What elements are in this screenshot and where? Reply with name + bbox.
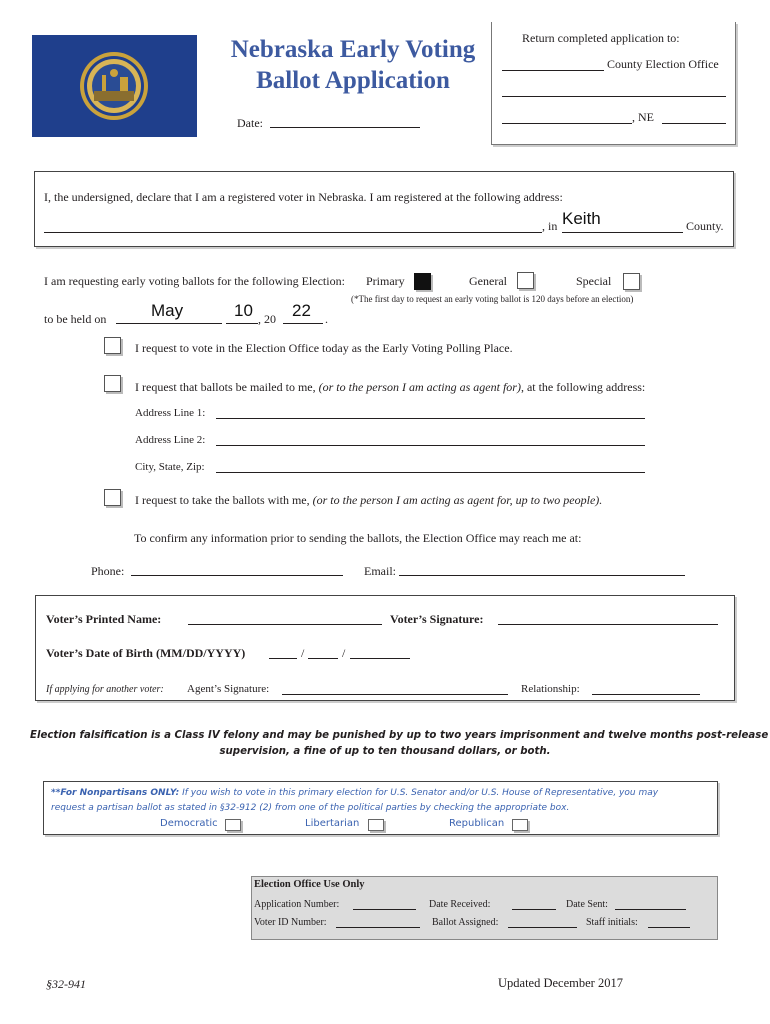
dob-label: Voter’s Date of Birth (MM/DD/YYYY) bbox=[46, 646, 246, 660]
take-ballots-checkbox[interactable] bbox=[104, 489, 121, 506]
mail-ballots-checkbox[interactable] bbox=[104, 375, 121, 392]
confirm-text: To confirm any information prior to sending the ballots, the Election Office may reach me at: bbox=[134, 531, 582, 545]
year-prefix: , 20 bbox=[258, 312, 276, 326]
nonpartisan-heading: **For Nonpartisans ONLY: bbox=[51, 788, 180, 798]
democratic-label: Democratic bbox=[160, 818, 218, 829]
title-line-2: Ballot Application bbox=[256, 67, 450, 94]
page-title bbox=[218, 34, 488, 96]
relationship-field[interactable] bbox=[592, 694, 700, 695]
date-received-label: Date Received: bbox=[429, 899, 491, 910]
primary-label: Primary bbox=[366, 274, 405, 288]
email-field[interactable] bbox=[399, 575, 685, 576]
voter-signature-field[interactable] bbox=[498, 624, 718, 625]
nonpartisan-line-2: request a partisan ballot as stated in §32-912 (2) from one of the political parties by checking the appropriate box. bbox=[51, 803, 570, 813]
office-address-field[interactable] bbox=[502, 96, 726, 97]
republican-checkbox[interactable] bbox=[512, 819, 528, 831]
email-label: Email: bbox=[364, 564, 396, 578]
first-day-note: (*The first day to request an early voting ballot is 120 days before an election) bbox=[351, 294, 634, 304]
libertarian-label: Libertarian bbox=[305, 818, 360, 829]
ballot-assigned-field[interactable] bbox=[508, 927, 577, 928]
libertarian-checkbox[interactable] bbox=[368, 819, 384, 831]
voter-signature-label: Voter’s Signature: bbox=[390, 612, 484, 626]
updated-date: Updated December 2017 bbox=[498, 976, 623, 990]
county-value[interactable]: Keith bbox=[562, 209, 601, 228]
vote-in-office-checkbox[interactable] bbox=[104, 337, 121, 354]
agent-signature-field[interactable] bbox=[282, 694, 508, 695]
return-label: Return completed application to: bbox=[522, 31, 680, 45]
dob-year-field[interactable] bbox=[350, 658, 410, 659]
office-zip-field[interactable] bbox=[662, 123, 726, 124]
staff-initials-field[interactable] bbox=[648, 927, 690, 928]
declaration-text: I, the undersigned, declare that I am a registered voter in Nebraska. I am registered at the following address: bbox=[44, 190, 563, 204]
day-field[interactable] bbox=[226, 323, 258, 324]
office-city-field[interactable] bbox=[502, 123, 632, 124]
address-line-2-field[interactable] bbox=[216, 445, 645, 446]
election-request-label: I am requesting early voting ballots for the following Election: bbox=[44, 274, 345, 288]
city-state-zip-label: City, State, Zip: bbox=[135, 461, 205, 473]
dob-slash-2: / bbox=[342, 646, 346, 660]
county-label: County. bbox=[686, 219, 724, 233]
nonpartisan-text-1 bbox=[51, 788, 658, 798]
agent-note: If applying for another voter: bbox=[46, 684, 164, 695]
in-label: , in bbox=[542, 219, 558, 233]
falsification-warning bbox=[30, 728, 769, 760]
special-checkbox[interactable] bbox=[623, 273, 640, 290]
month-field[interactable] bbox=[116, 323, 222, 324]
general-checkbox[interactable] bbox=[517, 272, 534, 289]
voter-address-field[interactable] bbox=[44, 232, 542, 233]
year-value[interactable]: 22 bbox=[292, 301, 311, 320]
ne-label: , NE bbox=[632, 110, 654, 124]
republican-label: Republican bbox=[449, 818, 505, 829]
voter-id-label: Voter ID Number: bbox=[254, 917, 327, 928]
held-on-label: to be held on bbox=[44, 312, 107, 326]
printed-name-label: Voter’s Printed Name: bbox=[46, 612, 162, 626]
democratic-checkbox[interactable] bbox=[225, 819, 241, 831]
dob-month-field[interactable] bbox=[269, 658, 297, 659]
primary-checkbox[interactable] bbox=[414, 273, 431, 290]
mail-prefix: I request that ballots be mailed to me, bbox=[135, 380, 316, 394]
month-value[interactable]: May bbox=[151, 301, 184, 320]
dob-day-field[interactable] bbox=[308, 658, 338, 659]
year-field[interactable] bbox=[283, 323, 323, 324]
general-label: General bbox=[469, 274, 507, 288]
address-line-2-label: Address Line 2: bbox=[135, 434, 206, 446]
held-on-period: . bbox=[325, 312, 328, 326]
take-ballots-text bbox=[135, 493, 602, 508]
statute-reference: §32-941 bbox=[46, 977, 86, 991]
warning-line-1: Election falsification is a Class IV felony and may be punished by up to two years imprisonment and twelve months post-release bbox=[30, 730, 769, 741]
app-number-field[interactable] bbox=[353, 909, 416, 910]
take-agent-note: (or to the person I am acting as agent for, up to two people). bbox=[312, 493, 603, 507]
date-received-field[interactable] bbox=[512, 909, 556, 910]
dob-slash-1: / bbox=[301, 646, 305, 660]
county-field[interactable] bbox=[562, 232, 683, 233]
nonpartisan-line-1: If you wish to vote in this primary election for U.S. Senator and/or U.S. House of Representative, you may bbox=[179, 788, 659, 798]
relationship-label: Relationship: bbox=[521, 683, 580, 695]
county-office-label: County Election Office bbox=[607, 57, 719, 71]
mail-suffix: , at the following address: bbox=[520, 380, 646, 394]
agent-signature-label: Agent’s Signature: bbox=[187, 683, 270, 695]
date-field[interactable] bbox=[270, 127, 420, 128]
voter-id-field[interactable] bbox=[336, 927, 420, 928]
county-office-field[interactable] bbox=[502, 70, 604, 71]
vote-in-office-text: I request to vote in the Election Office today as the Early Voting Polling Place. bbox=[135, 341, 513, 355]
address-line-1-field[interactable] bbox=[216, 418, 645, 419]
date-sent-field[interactable] bbox=[615, 909, 686, 910]
voter-address-box bbox=[34, 171, 734, 247]
ballot-assigned-label: Ballot Assigned: bbox=[432, 917, 499, 928]
date-sent-label: Date Sent: bbox=[566, 899, 608, 910]
staff-initials-label: Staff initials: bbox=[586, 917, 638, 928]
nebraska-flag bbox=[32, 35, 197, 137]
office-use-heading: Election Office Use Only bbox=[254, 879, 365, 890]
state-seal-icon bbox=[32, 35, 197, 137]
title-line-1: Nebraska Early Voting bbox=[230, 36, 476, 63]
phone-field[interactable] bbox=[131, 575, 343, 576]
mail-ballots-text bbox=[135, 380, 645, 395]
warning-line-2: supervision, a fine of up to ten thousand dollars, or both. bbox=[219, 746, 551, 757]
special-label: Special bbox=[576, 274, 612, 288]
date-label: Date: bbox=[237, 116, 263, 130]
mail-agent-note: (or to the person I am acting as agent for) bbox=[318, 380, 521, 394]
phone-label: Phone: bbox=[91, 564, 125, 578]
city-state-zip-field[interactable] bbox=[216, 472, 645, 473]
app-number-label: Application Number: bbox=[254, 899, 340, 910]
day-value[interactable]: 10 bbox=[234, 301, 253, 320]
printed-name-field[interactable] bbox=[188, 624, 382, 625]
address-line-1-label: Address Line 1: bbox=[135, 407, 206, 419]
take-prefix: I request to take the ballots with me, bbox=[135, 493, 310, 507]
